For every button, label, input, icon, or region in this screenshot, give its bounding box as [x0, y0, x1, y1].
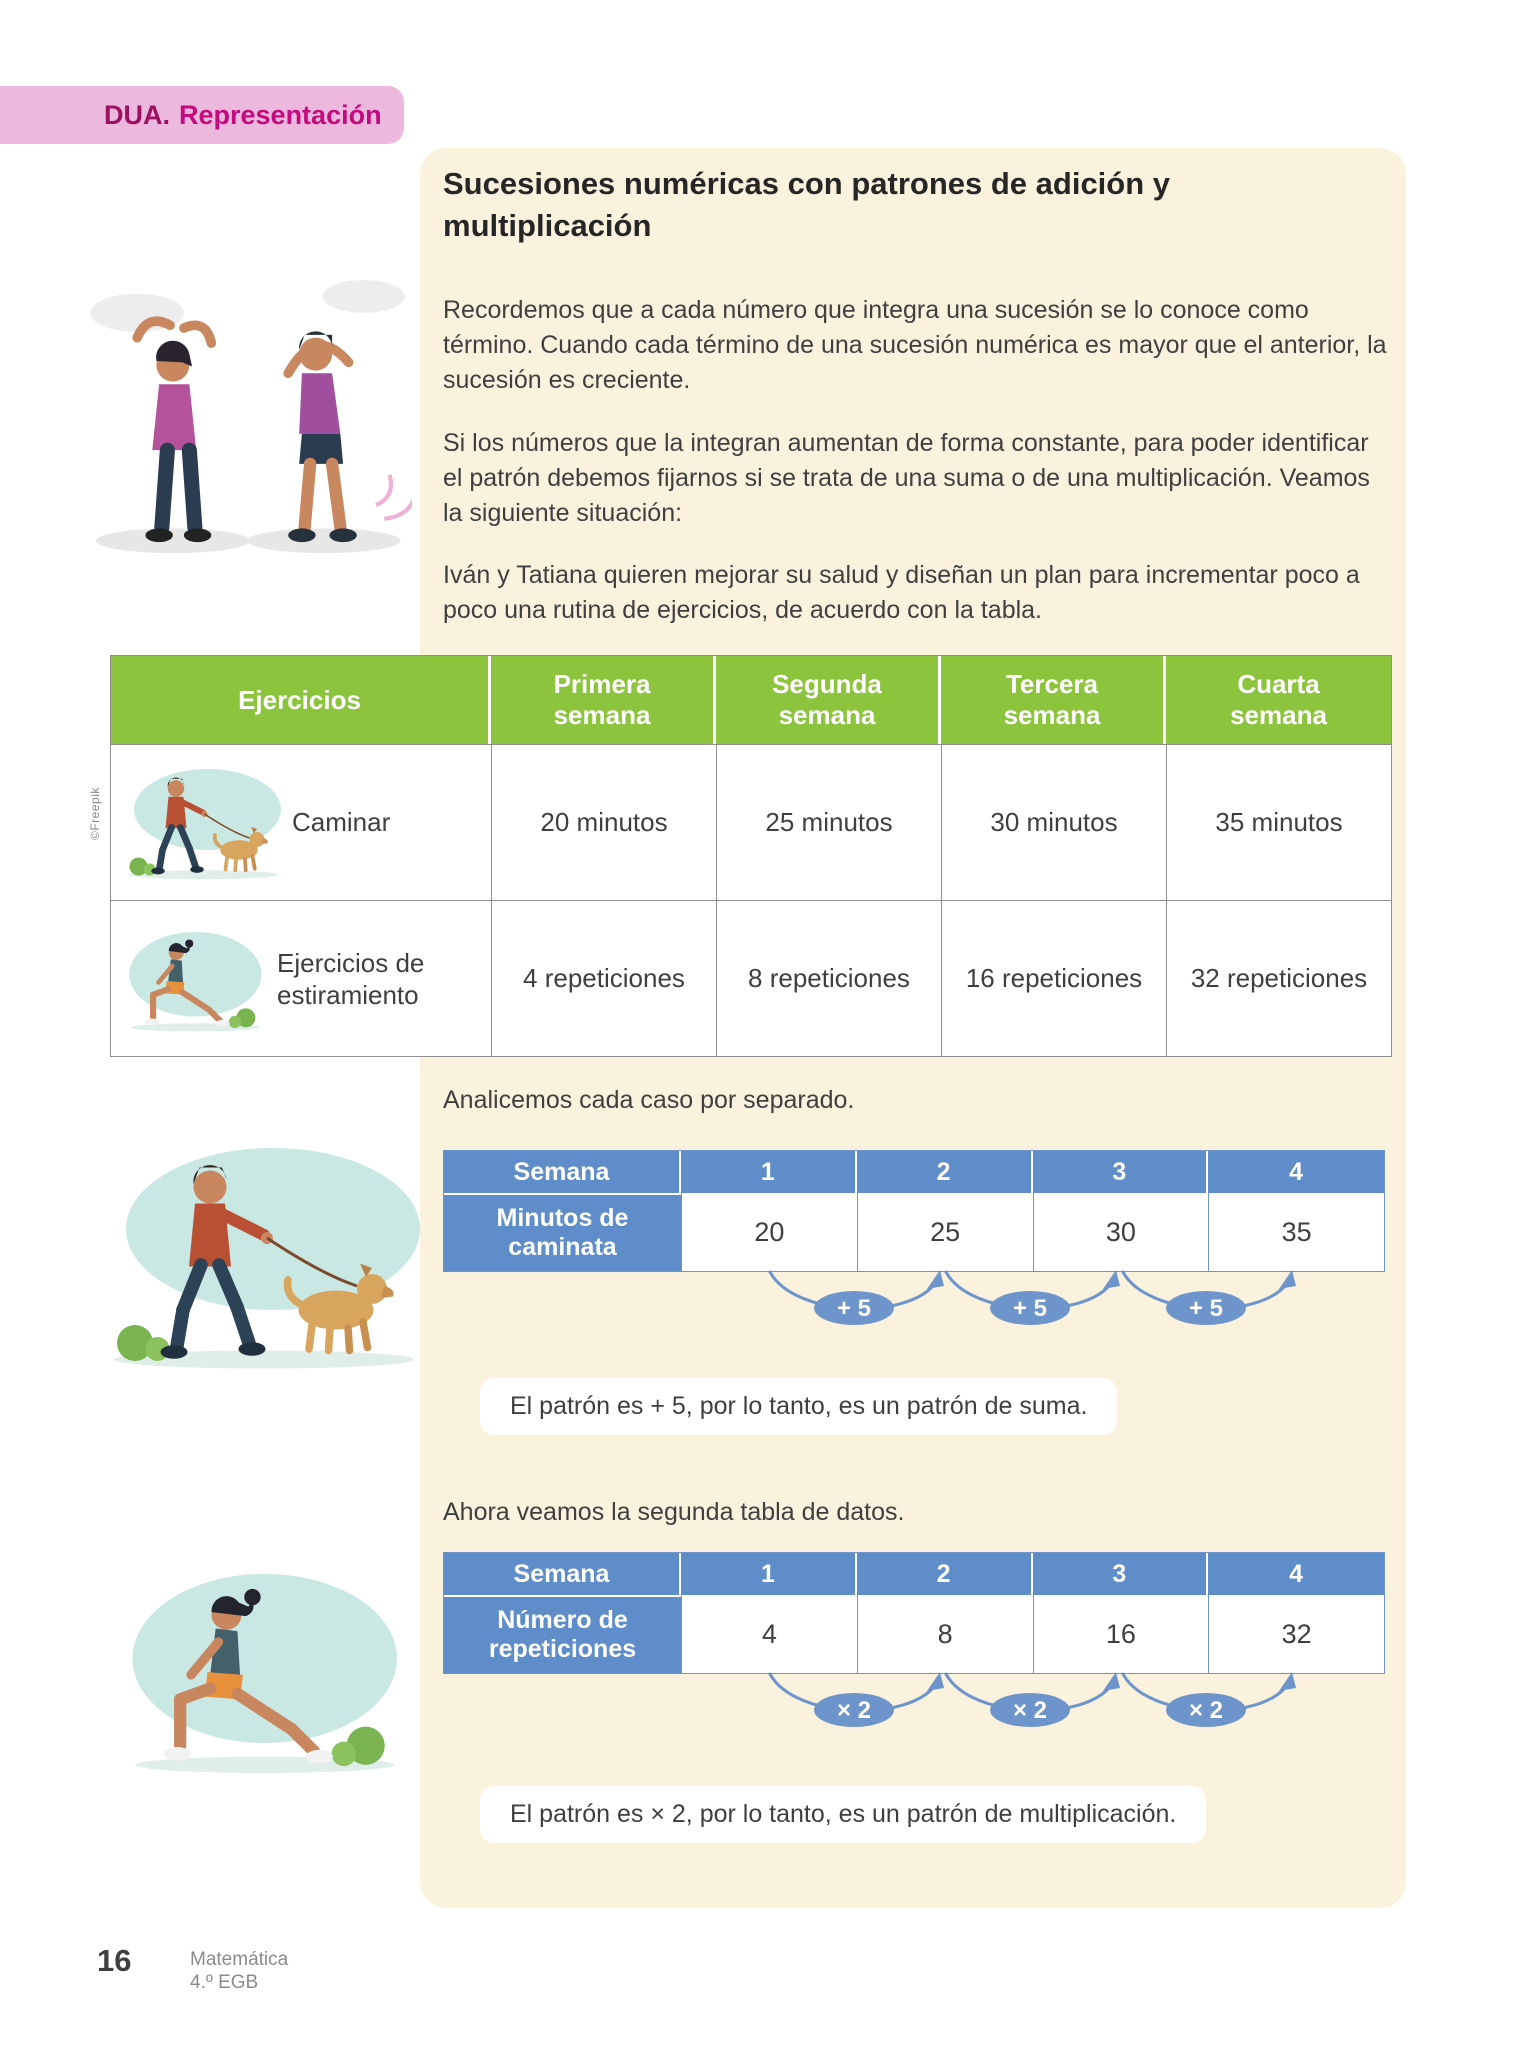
stretching-people-illustration [82, 258, 412, 560]
stretching-icon [119, 921, 269, 1037]
table-cell: 25 minutos [716, 744, 941, 900]
week-number: 2 [857, 1553, 1033, 1595]
addition-pattern-conclusion: El patrón es + 5, por lo tanto, es un patrón de suma. [480, 1378, 1117, 1435]
exercise-table-header-week-2: Segunda semana [716, 656, 941, 744]
exercise-row-walking-label-cell [111, 744, 491, 900]
man-walking-dog-illustration [96, 1136, 426, 1376]
dua-badge-prefix: DUA. [104, 99, 170, 130]
book-title: Matemática [190, 1949, 289, 1970]
week-number: 1 [681, 1553, 857, 1595]
exercise-table-header-week-4: Cuarta semana [1166, 656, 1391, 744]
week-number: 3 [1033, 1151, 1209, 1193]
intro-paragraph-1: Recordemos que a cada número que integra una sucesión se lo conoce como término. Cuando cada término de una sucesión numérica es mayor que el anterior, la sucesión es creciente. [443, 296, 1387, 394]
intro-paragraph-2: Si los números que la integran aumentan de forma constante, para poder identificar el patrón debemos fijarnos si se trata de una suma o de una multiplicación. Veamos la siguiente situación: [443, 429, 1370, 527]
table-cell: 32 repeticiones [1166, 900, 1391, 1056]
book-footer [190, 1948, 288, 1994]
repetitions-value: 4 [681, 1595, 857, 1673]
table-cell: 16 repeticiones [941, 900, 1166, 1056]
woman-stretching-illustration [112, 1552, 412, 1784]
week-number: 3 [1033, 1553, 1209, 1595]
week-table-corner: Semana [444, 1553, 681, 1595]
week-table-corner: Semana [444, 1151, 681, 1193]
analysis-intro-text: Analicemos cada caso por separado. [443, 1086, 855, 1114]
exercise-row-label: Ejercicios de estiramiento [277, 947, 425, 1010]
addition-pattern-arrows [443, 1262, 1385, 1336]
dua-representation-badge [0, 86, 404, 144]
repetitions-value: 16 [1033, 1595, 1209, 1673]
exercise-row-stretching-label-cell [111, 900, 491, 1056]
table-cell: 20 minutos [491, 744, 716, 900]
multiplication-pattern-arrows [443, 1664, 1385, 1738]
walking-value: 20 [681, 1193, 857, 1271]
walking-value: 25 [857, 1193, 1033, 1271]
repetitions-row-label: Número de repeticiones [444, 1595, 681, 1673]
walking-dog-icon [119, 763, 284, 883]
book-grade: 4.º EGB [190, 1972, 259, 1993]
walking-value: 35 [1208, 1193, 1384, 1271]
second-table-intro-text: Ahora veamos la segunda tabla de datos. [443, 1498, 905, 1526]
exercise-table-header-ejercicios: Ejercicios [111, 656, 491, 744]
exercise-plan-table [110, 655, 1392, 1057]
pattern-badge: + 5 [1188, 1295, 1224, 1322]
exercise-row-label: Caminar [292, 807, 391, 837]
table-cell: 30 minutos [941, 744, 1166, 900]
week-number: 4 [1208, 1553, 1384, 1595]
repetitions-table [443, 1552, 1385, 1674]
pattern-badge: × 2 [1012, 1697, 1048, 1724]
week-number: 4 [1208, 1151, 1384, 1193]
week-number: 1 [681, 1151, 857, 1193]
table-cell: 4 repeticiones [491, 900, 716, 1056]
pattern-badge: × 2 [1188, 1697, 1224, 1724]
exercise-table-header-week-1: Primera semana [491, 656, 716, 744]
table-cell: 35 minutos [1166, 744, 1391, 900]
multiplication-pattern-conclusion: El patrón es × 2, por lo tanto, es un patrón de multiplicación. [480, 1786, 1206, 1843]
pattern-badge: + 5 [1012, 1295, 1048, 1322]
exercise-table-header-week-3: Tercera semana [941, 656, 1166, 744]
page-title: Sucesiones numéricas con patrones de adición y multiplicación [443, 166, 1171, 243]
pattern-badge: + 5 [836, 1295, 872, 1322]
walking-row-label: Minutos de caminata [444, 1193, 681, 1271]
intro-paragraph-3: Iván y Tatiana quieren mejorar su salud y diseñan un plan para incrementar poco a poco una rutina de ejercicios, de acuerdo con la tabla. [443, 561, 1360, 624]
walking-value: 30 [1033, 1193, 1209, 1271]
repetitions-value: 32 [1208, 1595, 1384, 1673]
pattern-badge: × 2 [836, 1697, 872, 1724]
week-number: 2 [857, 1151, 1033, 1193]
image-credit: ©Freepik [88, 787, 102, 840]
dua-badge-label: Representación [179, 99, 382, 130]
page-number: 16 [97, 1943, 132, 1978]
walking-minutes-table [443, 1150, 1385, 1272]
repetitions-value: 8 [857, 1595, 1033, 1673]
table-cell: 8 repeticiones [716, 900, 941, 1056]
